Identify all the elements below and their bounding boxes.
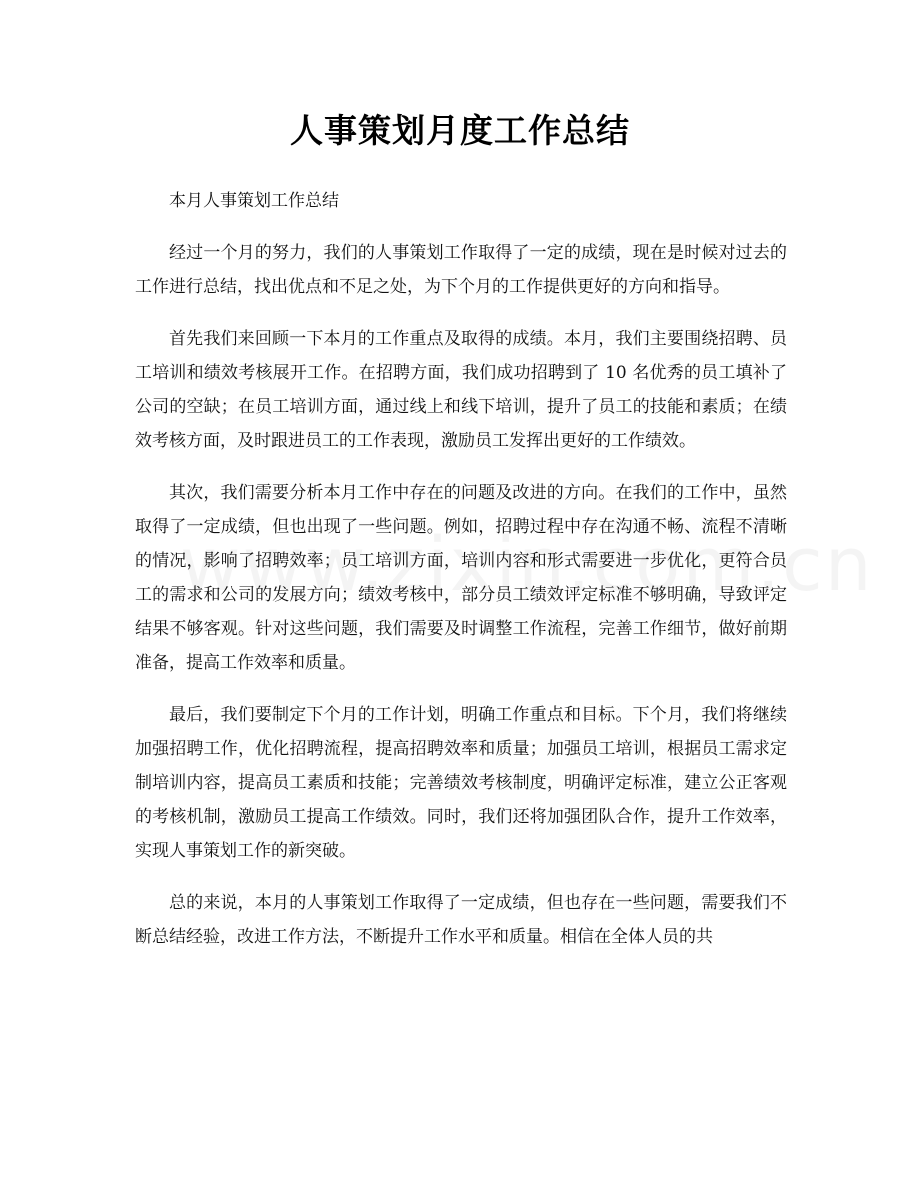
paragraph-intro: 经过一个月的努力，我们的人事策划工作取得了一定的成绩，现在是时候对过去的工作进行总结，找出优点和不足之处，为下个月的工作提供更好的方向和指导。	[135, 243, 787, 297]
paragraph-plan: 最后，我们要制定下个月的工作计划，明确工作重点和目标。下个月，我们将继续加强招聘工作，优化招聘流程，提高招聘效率和质量；加强员工培训，根据员工需求定制培训内容，提高员工素质和技能；完善绩效考核制度，明确评定标准，建立公正客观的考核机制，激励员工提高工作绩效。同时，我们还将加强团队合作，提升工作效率，实现人事策划工作的新突破。	[135, 705, 787, 861]
paragraph-summary: 总的来说，本月的人事策划工作取得了一定成绩，但也存在一些问题，需要我们不断总结经验，改进工作方法，不断提升工作水平和质量。相信在全体人员的共	[135, 893, 787, 947]
document-title: 人事策划月度工作总结	[290, 111, 630, 150]
paragraph-subtitle: 本月人事策划工作总结	[169, 191, 339, 211]
document-body	[135, 184, 787, 972]
paragraph-problems: 其次，我们需要分析本月工作中存在的问题及改进的方向。在我们的工作中，虽然取得了一定成绩，但也出现了一些问题。例如，招聘过程中存在沟通不畅、流程不清晰的情况，影响了招聘效率；员工培训方面，培训内容和形式需要进一步优化，更符合员工的需求和公司的发展方向；绩效考核中，部分员工绩效评定标准不够明确，导致评定结果不够客观。针对这些问题，我们需要及时调整工作流程，完善工作细节，做好前期准备，提高工作效率和质量。	[135, 483, 787, 673]
paragraph-review: 首先我们来回顾一下本月的工作重点及取得的成绩。本月，我们主要围绕招聘、员工培训和绩效考核展开工作。在招聘方面，我们成功招聘到了 10 名优秀的员工填补了公司的空缺；在员工培训方面，通过线上和线下培训，提升了员工的技能和素质；在绩效考核方面，及时跟进员工的工作表现，激励员工发挥出更好的工作绩效。	[135, 329, 787, 451]
